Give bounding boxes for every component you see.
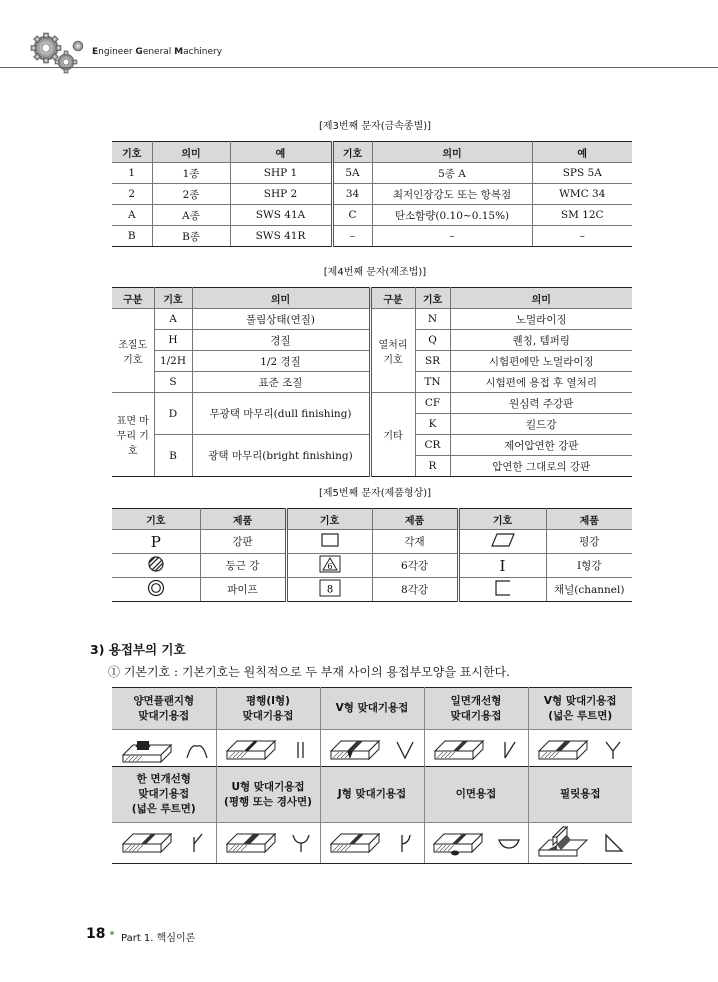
table-manufacturing: 구분 기호 의미 구분 기호 의미 조질도 기호 A 풀림상태(연질) 열처리 기호 N 노멀라이징 H 경질 Q 퀜칭, 템퍼링 1/2H 1/2 경질 SR 시험편에만 노멀라이징 S 표준 조질 TN 시험편에 용접 후 열처리 표면 마무리 기호 D 무광택 마무리(dull finishing) 기타 CF 원심력 주강판 K 킬드강 B 광택 마무리(bright finishing) CR 제어압연한 강판 R 압연한 그대로의 강판 bbox=[112, 287, 632, 477]
page-header bbox=[0, 0, 718, 70]
group-surface-finish: 표면 마무리 기호 bbox=[112, 393, 154, 477]
group-temper: 조질도 기호 bbox=[112, 309, 154, 393]
symbol-i: I bbox=[458, 554, 546, 578]
double-flange-symbol-icon bbox=[185, 738, 209, 762]
double-flange-weld-icon bbox=[119, 735, 175, 765]
col-header: 기호 bbox=[112, 509, 200, 530]
page-number: 18 bbox=[86, 926, 106, 942]
svg-text:8: 8 bbox=[326, 584, 333, 596]
col-header: 기호 bbox=[458, 509, 546, 530]
double-circle-icon bbox=[146, 578, 166, 598]
table-row: 파이프 8 8각강 채널(channel) bbox=[112, 578, 632, 602]
gears-logo-icon bbox=[28, 32, 86, 76]
j-groove-weld-icon bbox=[327, 828, 383, 858]
weld-label: 필릿용접 bbox=[528, 767, 632, 823]
square-icon bbox=[320, 532, 340, 548]
back-weld-symbol-icon bbox=[496, 831, 522, 855]
table-product-shape bbox=[112, 508, 632, 602]
weld-label: J형 맞대기용접 bbox=[320, 767, 424, 823]
table-row: 1 1종 SHP 1 5A 5종 A SPS 5A bbox=[112, 163, 632, 184]
table-row: B B종 SWS 41R – – – bbox=[112, 226, 632, 247]
bevel-groove-weld-icon bbox=[431, 735, 487, 765]
table3-caption: [제3번째 문자(금속종별)] bbox=[318, 121, 432, 132]
j-groove-symbol-icon bbox=[393, 831, 417, 855]
parallelogram-icon bbox=[490, 532, 516, 548]
footer-part: Part 1. 핵심이론 bbox=[121, 933, 196, 944]
col-header: 구분 bbox=[370, 288, 415, 309]
group-heat-treatment: 열처리 기호 bbox=[370, 309, 415, 393]
section-heading: 3) 용접부의 기호 bbox=[90, 642, 186, 657]
weld-symbols-table-1 bbox=[112, 687, 632, 771]
col-header: 제품 bbox=[372, 509, 458, 530]
octagon-8-icon bbox=[319, 579, 341, 597]
weld-label: 양면플랜지형 맞대기용접 bbox=[112, 688, 216, 730]
table-row: 둥근 강 6 6각강 I I형강 bbox=[112, 554, 632, 578]
col-header: 제품 bbox=[200, 509, 286, 530]
u-groove-weld-icon bbox=[223, 828, 279, 858]
col-header: 구분 bbox=[112, 288, 154, 309]
col-header: 예 bbox=[532, 142, 632, 163]
table-metal-class bbox=[112, 141, 632, 247]
i-groove-weld-icon bbox=[223, 735, 279, 765]
fillet-weld-icon bbox=[535, 826, 591, 860]
header-title: Engineer General Machinery bbox=[92, 47, 223, 57]
channel-icon bbox=[493, 579, 513, 597]
fillet-symbol-icon bbox=[601, 831, 625, 855]
col-header: 의미 bbox=[192, 288, 370, 309]
col-header: 기호 bbox=[154, 288, 192, 309]
bevel-groove-symbol-icon bbox=[497, 738, 521, 762]
footer-bullet-icon bbox=[110, 931, 114, 935]
i-groove-symbol-icon bbox=[289, 738, 313, 762]
col-header: 기호 bbox=[415, 288, 450, 309]
col-header: 의미 bbox=[372, 142, 532, 163]
weld-label: V형 맞대기용접 bbox=[320, 688, 424, 730]
col-header: 의미 bbox=[450, 288, 632, 309]
col-header: 기호 bbox=[332, 142, 372, 163]
weld-label: U형 맞대기용접 (평행 또는 경사면) bbox=[216, 767, 320, 823]
hatched-circle-icon bbox=[146, 554, 166, 574]
col-header: 제품 bbox=[546, 509, 632, 530]
weld-label: 한 면개선형 맞대기용접 (넓은 루트면) bbox=[112, 767, 216, 823]
section-subheading: ① 기본기호 : 기본기호는 원칙적으로 두 부재 사이의 용접부모양을 표시한다. bbox=[108, 665, 510, 679]
symbol-p: P bbox=[112, 530, 200, 554]
table5-caption: [제5번째 문자(제품형상)] bbox=[318, 488, 432, 499]
weld-label: 일면개선형 맞대기용접 bbox=[424, 688, 528, 730]
table-row: A A종 SWS 41A C 탄소함량(0.10~0.15%) SM 12C bbox=[112, 205, 632, 226]
bevel-broad-root-weld-icon bbox=[119, 828, 175, 858]
col-header: 기호 bbox=[112, 142, 152, 163]
v-groove-weld-icon bbox=[327, 735, 383, 765]
table-row: 2 2종 SHP 2 34 최저인장강도 또는 항복점 WMC 34 bbox=[112, 184, 632, 205]
table4-caption: [제4번째 문자(제조법)] bbox=[323, 267, 427, 278]
col-header: 기호 bbox=[286, 509, 372, 530]
weld-label: 평행(I형) 맞대기용접 bbox=[216, 688, 320, 730]
weld-label: V형 맞대기용접 (넓은 루트면) bbox=[528, 688, 632, 730]
y-groove-symbol-icon bbox=[601, 738, 625, 762]
table-row: P 강판 각재 평강 bbox=[112, 530, 632, 554]
weld-symbols-table-2 bbox=[112, 766, 632, 864]
hexagon-6-icon bbox=[319, 555, 341, 573]
y-groove-weld-icon bbox=[535, 735, 591, 765]
col-header: 예 bbox=[230, 142, 332, 163]
weld-label: 이면용접 bbox=[424, 767, 528, 823]
group-other: 기타 bbox=[370, 393, 415, 477]
svg-text:6: 6 bbox=[326, 562, 333, 571]
col-header: 의미 bbox=[152, 142, 230, 163]
bevel-broad-root-symbol-icon bbox=[185, 831, 209, 855]
header-divider bbox=[0, 67, 718, 68]
u-groove-symbol-icon bbox=[289, 831, 313, 855]
v-groove-symbol-icon bbox=[393, 738, 417, 762]
back-weld-icon bbox=[430, 828, 486, 858]
